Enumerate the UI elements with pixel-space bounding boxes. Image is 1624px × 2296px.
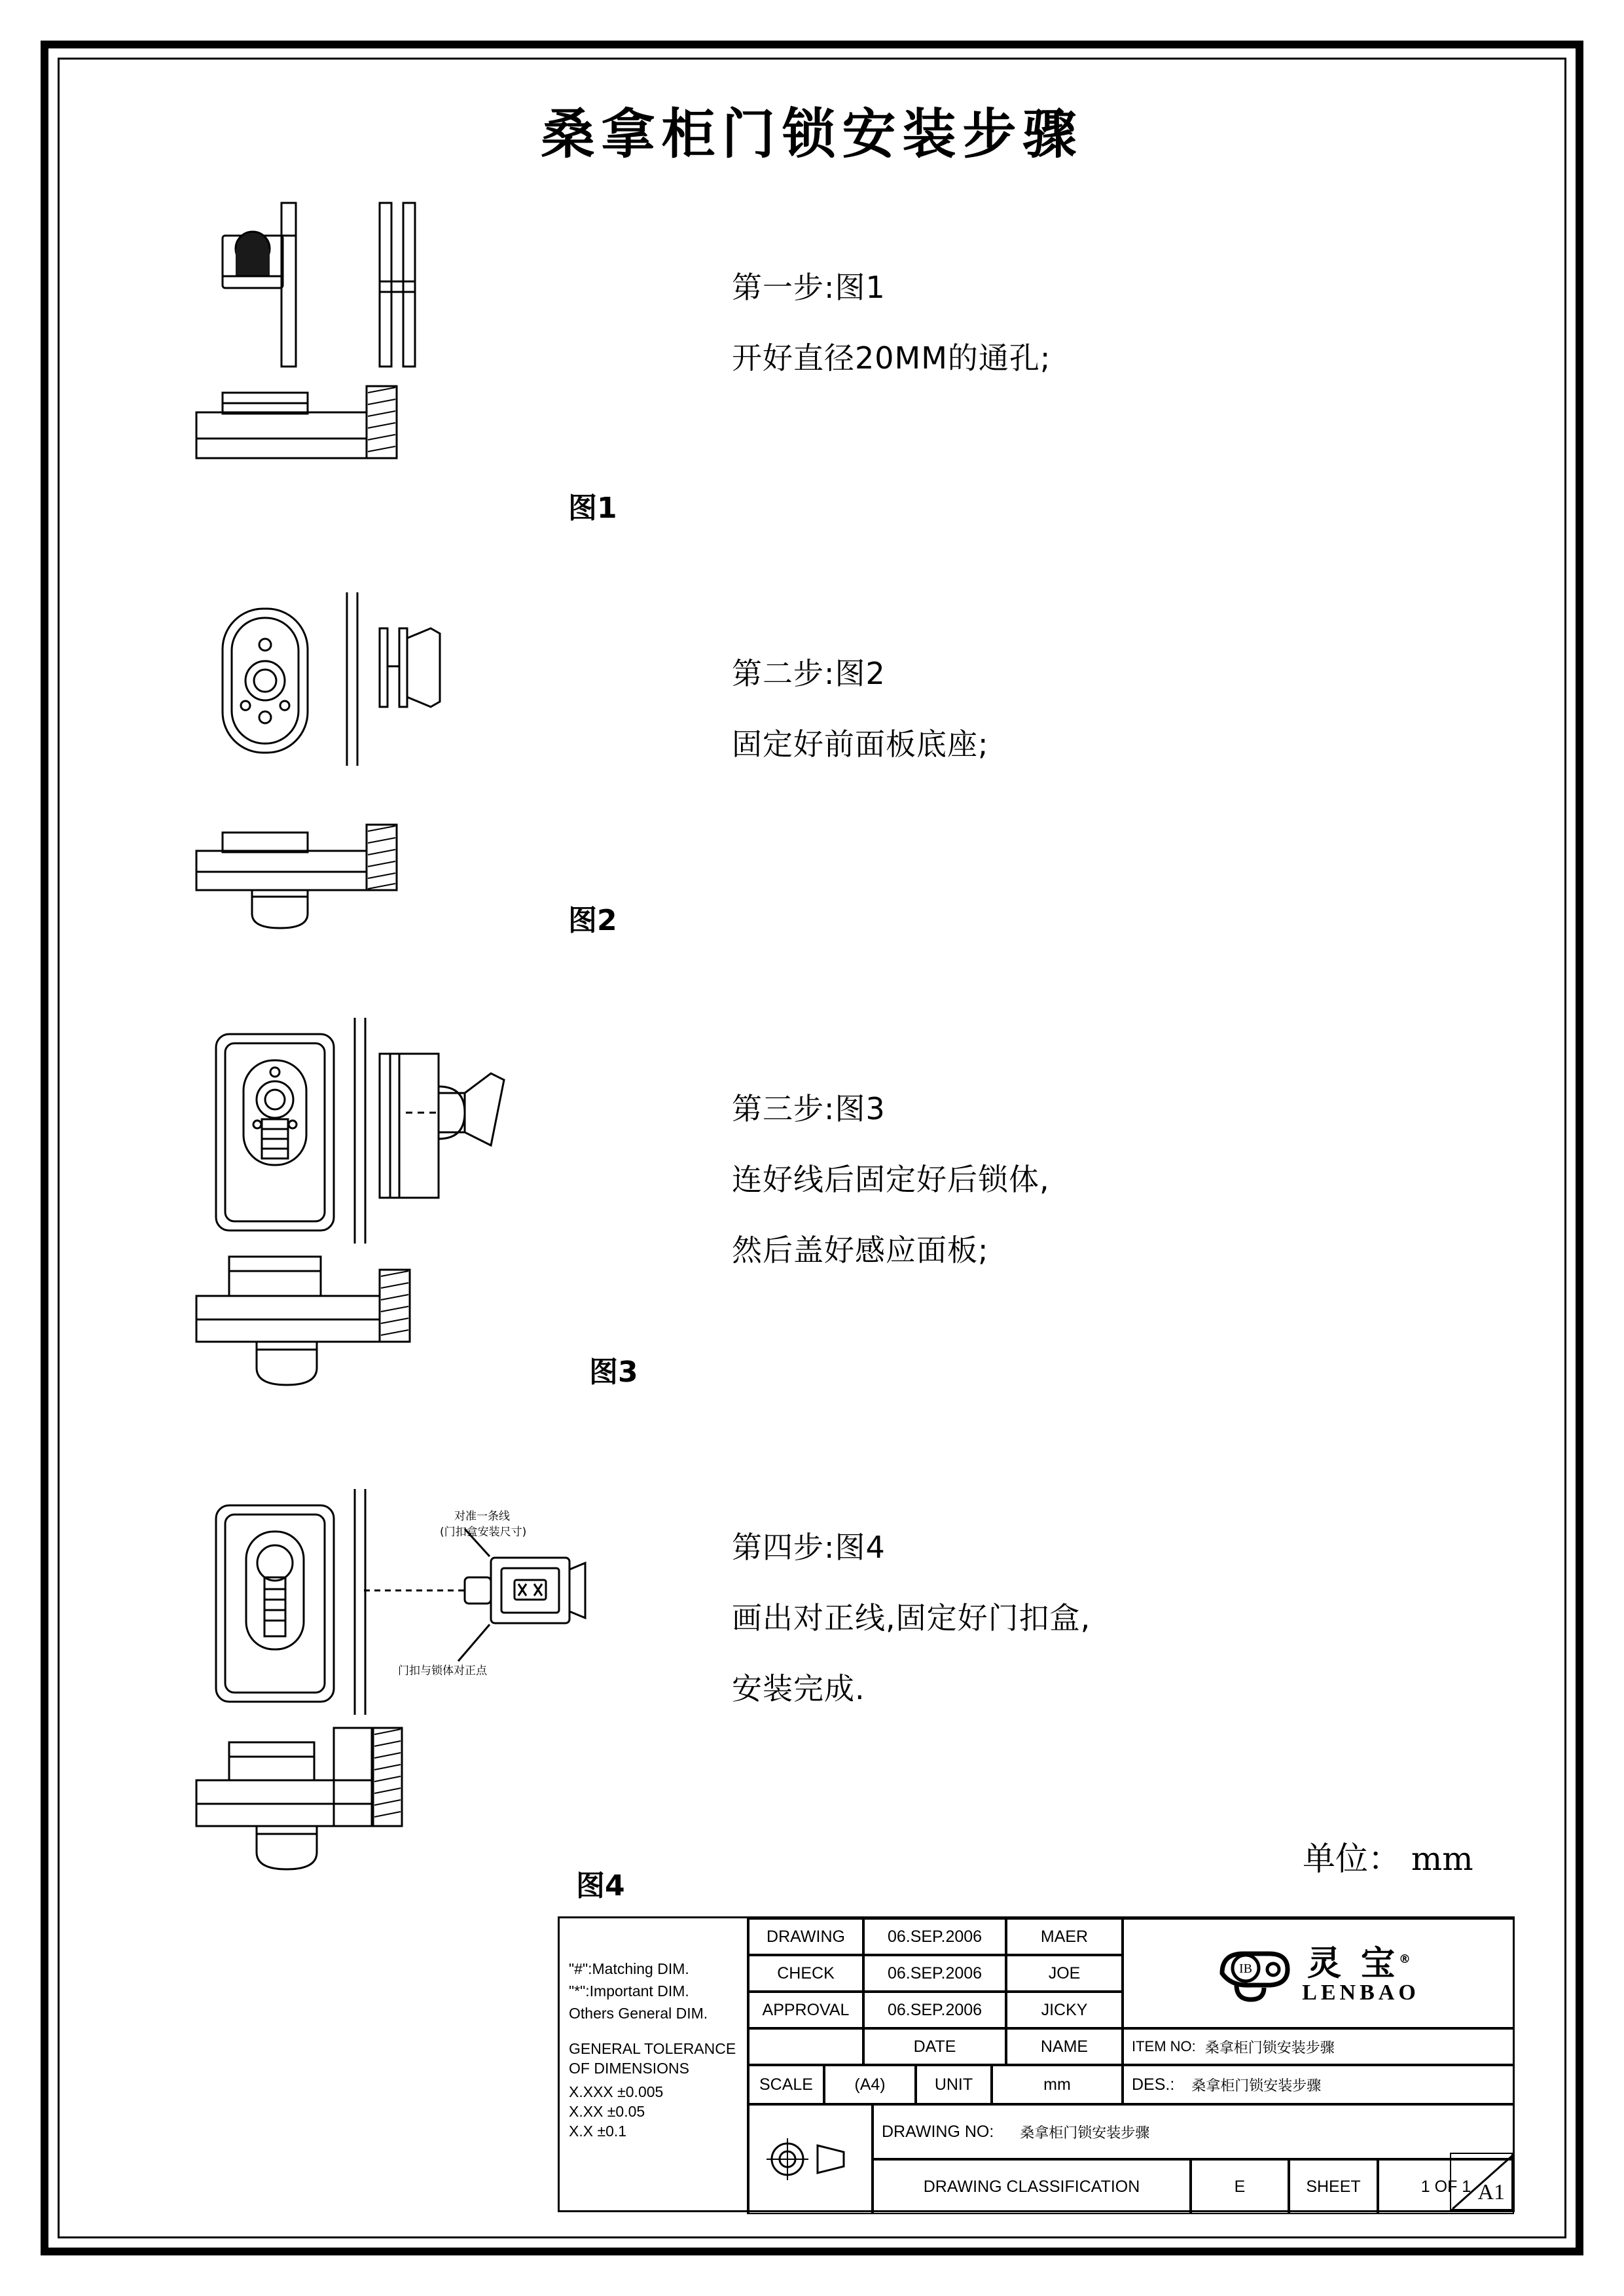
company-logo [1123, 1918, 1514, 2028]
sheet-label: SHEET [1289, 2159, 1378, 2214]
drawing-no-label: DRAWING NO: [882, 2122, 994, 2141]
drawing-no-value: 桑拿柜门锁安装步骤 [1020, 2125, 1150, 2142]
label-approval: APPROVAL [748, 1992, 863, 2028]
sheet-size-value: A1 [1477, 2180, 1505, 2204]
header-date: DATE [863, 2028, 1006, 2065]
label-blank [748, 2028, 863, 2065]
scale-value: (A4) [824, 2065, 916, 2104]
des-row [1123, 2065, 1514, 2104]
classification-label: DRAWING CLASSIFICATION [873, 2159, 1191, 2214]
page-title: 桑拿柜门锁安装步骤 [541, 103, 1083, 166]
sheet-value: 1 OF 1 [1378, 2159, 1514, 2214]
scale-label: SCALE [748, 2065, 824, 2104]
label-drawing: DRAWING [748, 1918, 863, 1955]
name-approval: JICKY [1006, 1992, 1123, 2028]
step-2-body: 固定好前面板底座; [732, 726, 989, 762]
registered-mark: ® [1399, 1952, 1415, 1966]
title-block [558, 1916, 1515, 2212]
step-3-body-2: 然后盖好感应面板; [732, 1232, 989, 1268]
tolerance-important: "*":Important DIM. [569, 1982, 689, 2000]
name-check: JOE [1006, 1955, 1123, 1992]
step-1-text [732, 252, 1051, 393]
step-4-heading: 第四步:图4 [732, 1530, 886, 1565]
logo-brand-cn-text: 灵 宝 [1307, 1944, 1399, 1984]
step-1-body: 开好直径20MM的通孔; [732, 340, 1051, 376]
step-4-body: 画出对正线,固定好门扣盒, [732, 1600, 1091, 1636]
figure-2-label: 图2 [568, 904, 617, 937]
step-4-text [732, 1512, 1091, 1724]
general-tolerance-head-1: GENERAL TOLERANCE [569, 2040, 736, 2057]
tolerance-x: X.X ±0.1 [569, 2123, 627, 2140]
header-name: NAME [1006, 2028, 1123, 2065]
step-3-text [732, 1073, 1050, 1285]
unit-value: mm [992, 2065, 1123, 2104]
svg-text:对准一条线: 对准一条线 [454, 1510, 510, 1523]
tolerance-others: Others General DIM. [569, 2005, 708, 2022]
step-2-text [732, 638, 989, 780]
step-3-heading: 第三步:图3 [732, 1091, 886, 1126]
classification-value: E [1191, 2159, 1289, 2214]
item-no-row [1123, 2028, 1514, 2065]
figure-3-label: 图3 [589, 1355, 638, 1389]
tolerance-notes [560, 1918, 748, 2214]
name-drawing: MAER [1006, 1918, 1123, 1955]
figure-4-drawing [183, 1486, 759, 1918]
tolerance-xx: X.XX ±0.05 [569, 2103, 645, 2120]
step-1-heading: 第一步:图1 [732, 270, 886, 305]
des-value: 桑拿柜门锁安装步骤 [1191, 2077, 1322, 2094]
svg-text:门扣与锁体对正点: 门扣与锁体对正点 [398, 1664, 487, 1677]
figure-3-drawing [183, 1014, 746, 1420]
date-check: 06.SEP.2006 [863, 1955, 1006, 1992]
tolerance-matching: "#":Matching DIM. [569, 1960, 689, 1977]
drawing-no-row [873, 2104, 1514, 2159]
step-3-body: 连好线后固定好后锁体, [732, 1162, 1050, 1197]
general-tolerance-head-2: OF DIMENSIONS [569, 2060, 690, 2077]
svg-text:(门扣盒安装尺寸): (门扣盒安装尺寸) [440, 1526, 527, 1539]
figure-1-label: 图1 [568, 492, 617, 525]
unit-label: UNIT [916, 2065, 992, 2104]
svg-text:IB: IB [1239, 1962, 1253, 1976]
date-drawing: 06.SEP.2006 [863, 1918, 1006, 1955]
tolerance-xxx: X.XXX ±0.005 [569, 2083, 664, 2100]
des-label: DES.: [1132, 2075, 1175, 2094]
figure-4-label: 图4 [576, 1869, 625, 1903]
lenbao-mark-icon [1217, 1942, 1293, 2005]
step-4-body-2: 安装完成. [732, 1671, 865, 1706]
date-approval: 06.SEP.2006 [863, 1992, 1006, 2028]
item-no-value: 桑拿柜门锁安装步骤 [1204, 2039, 1335, 2056]
logo-brand-cn [1302, 1942, 1420, 1984]
logo-brand-en: LENBAO [1302, 1981, 1420, 2005]
step-2-heading: 第二步:图2 [732, 656, 886, 691]
unit-note: 单位： mm [1303, 1840, 1473, 1878]
label-check: CHECK [748, 1955, 863, 1992]
first-angle-projection-icon [761, 2136, 859, 2182]
projection-symbol [748, 2104, 873, 2214]
item-no-label: ITEM NO: [1132, 2038, 1196, 2054]
sheet-size-code [1450, 2153, 1513, 2210]
